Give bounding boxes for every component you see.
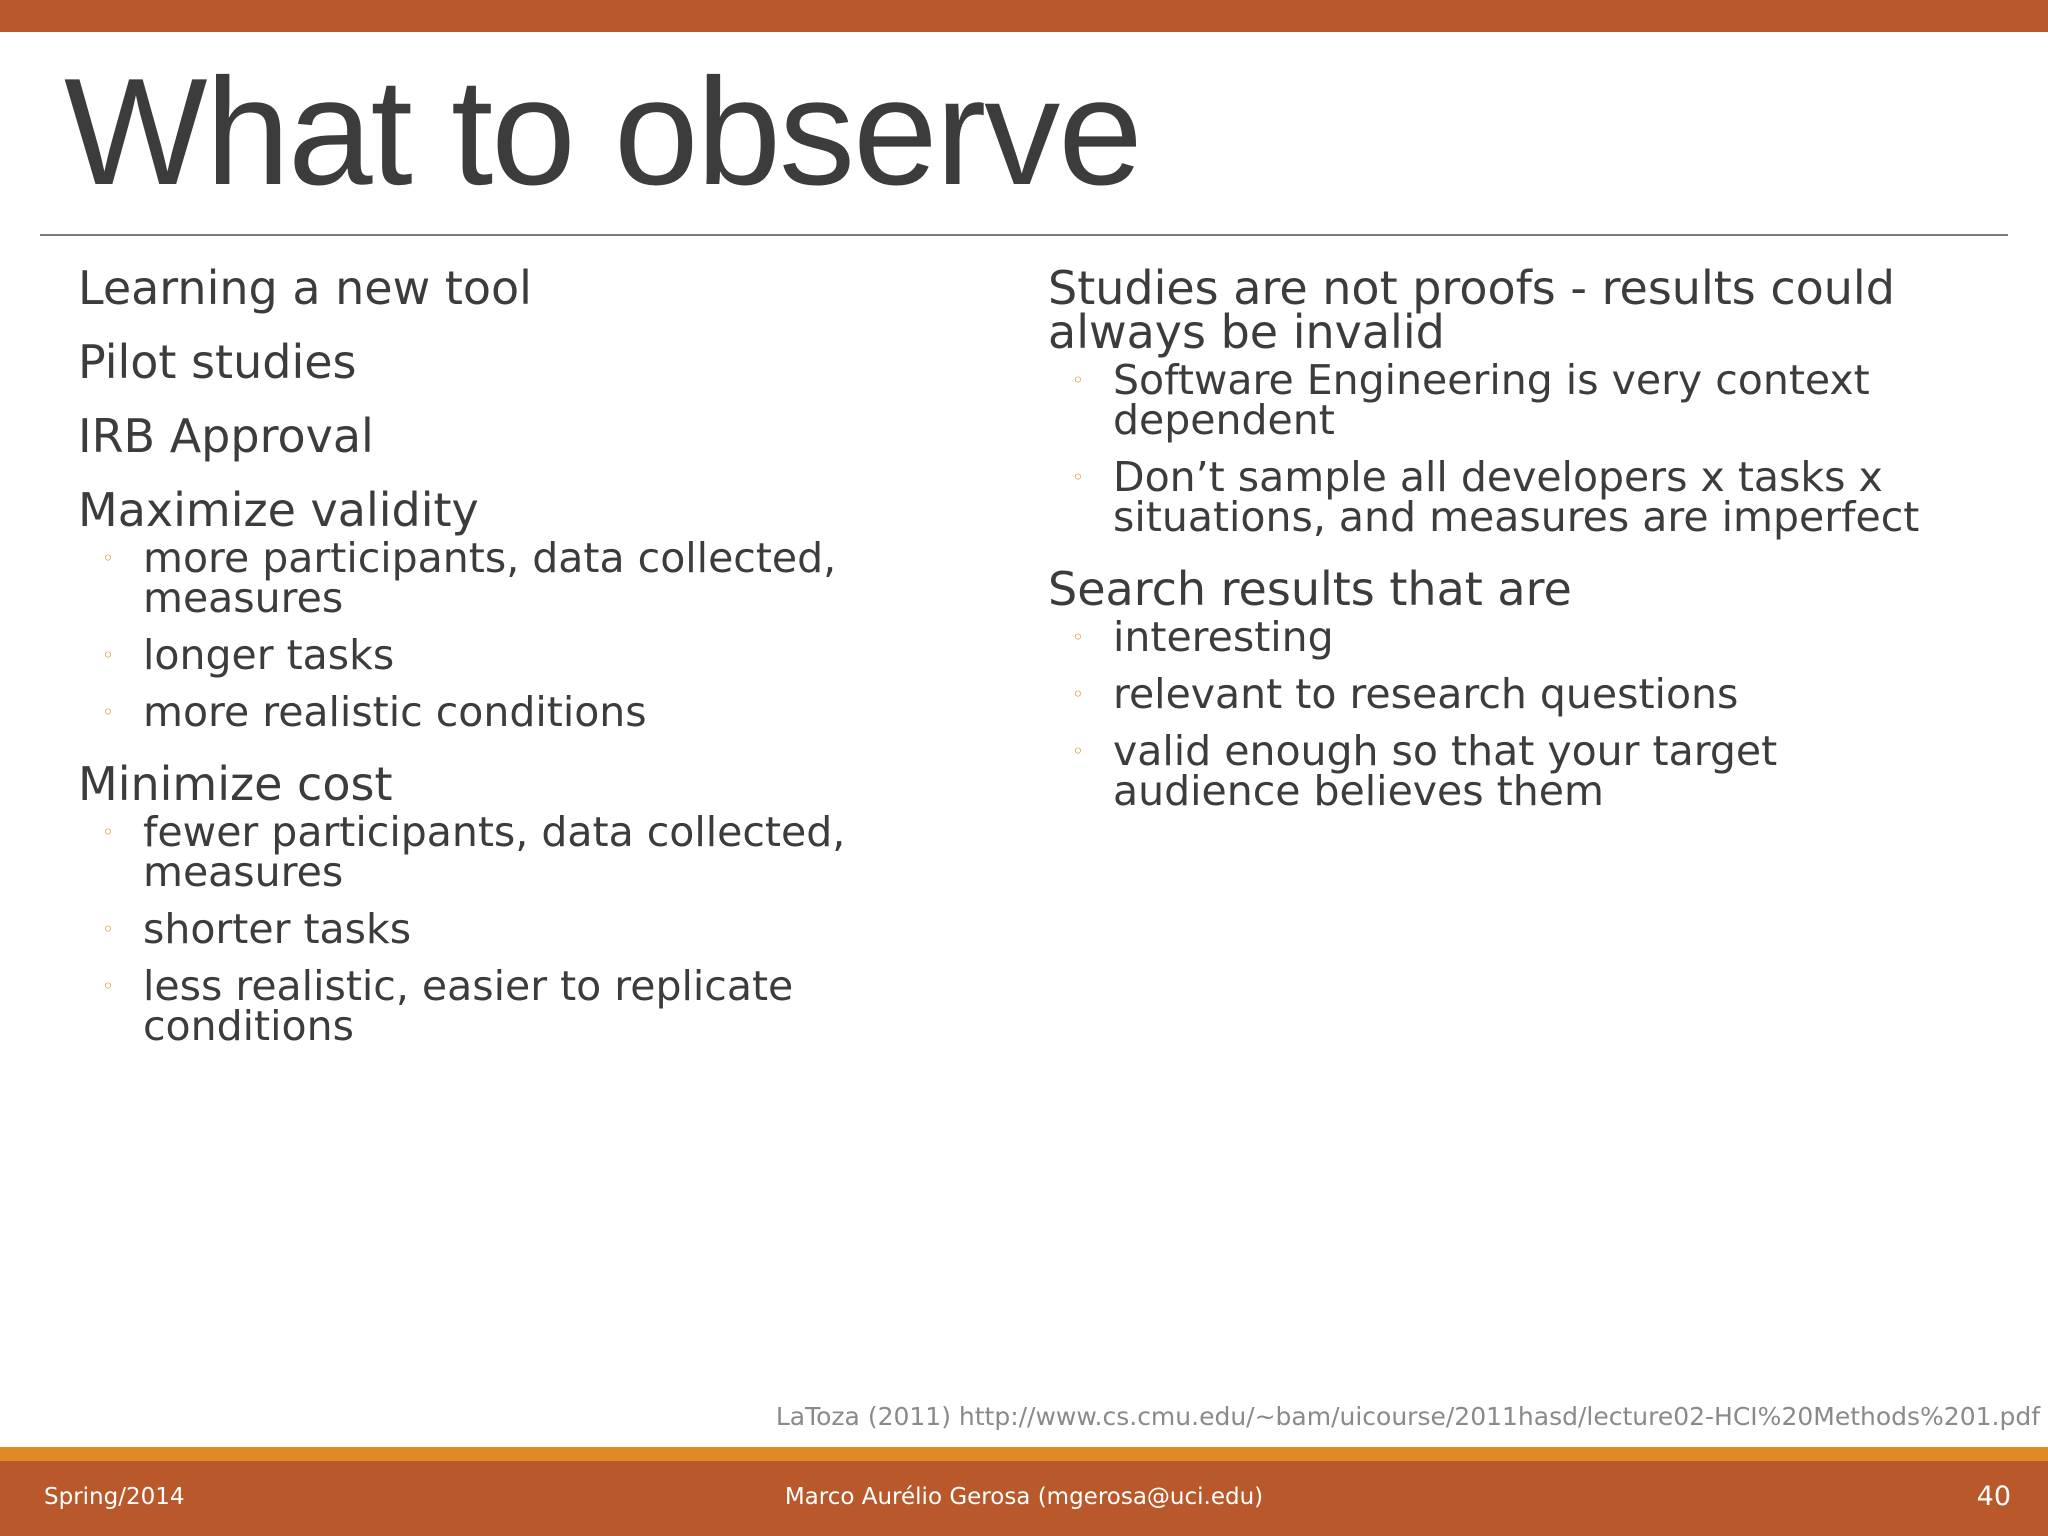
bullet-item bbox=[78, 757, 978, 1050]
footer-term: Spring/2014 bbox=[44, 1484, 185, 1510]
sub-bullet-text: relevant to research questions bbox=[1113, 670, 1739, 718]
circle-bullet-icon: ◦ bbox=[102, 700, 114, 724]
bullet-text: Learning a new tool bbox=[78, 261, 532, 315]
sub-bullet-item bbox=[78, 688, 978, 736]
sub-bullet-text: more participants, data collected, measures bbox=[143, 534, 837, 622]
circle-bullet-icon: ◦ bbox=[102, 917, 114, 941]
footer-author: Marco Aurélio Gerosa (mgerosa@uci.edu) bbox=[784, 1484, 1264, 1510]
sub-bullet-list bbox=[78, 808, 978, 1050]
sub-bullet-item bbox=[1048, 453, 1968, 541]
sub-bullet-item bbox=[1048, 613, 1968, 661]
circle-bullet-icon: ◦ bbox=[1072, 465, 1084, 489]
circle-bullet-icon: ◦ bbox=[1072, 368, 1084, 392]
footer-accent-line bbox=[0, 1447, 2048, 1461]
bullet-text: IRB Approval bbox=[78, 409, 374, 463]
circle-bullet-icon: ◦ bbox=[1072, 739, 1084, 763]
sub-bullet-list bbox=[78, 534, 978, 736]
circle-bullet-icon: ◦ bbox=[102, 643, 114, 667]
sub-bullet-item bbox=[78, 534, 978, 622]
right-column bbox=[1048, 261, 1968, 841]
left-column bbox=[78, 261, 978, 1076]
title-divider bbox=[40, 234, 2008, 236]
circle-bullet-icon: ◦ bbox=[1072, 682, 1084, 706]
sub-bullet-text: valid enough so that your target audience believes them bbox=[1113, 727, 1778, 815]
bullet-text: Studies are not proofs - results could always be invalid bbox=[1048, 261, 1895, 359]
sub-bullet-item bbox=[78, 905, 978, 953]
sub-bullet-text: shorter tasks bbox=[143, 905, 412, 953]
circle-bullet-icon: ◦ bbox=[102, 820, 114, 844]
bullet-text: Minimize cost bbox=[78, 757, 393, 811]
bullet-item bbox=[1048, 261, 1968, 541]
bullet-text: Search results that are bbox=[1048, 562, 1572, 616]
bullet-text: Pilot studies bbox=[78, 335, 357, 389]
bullet-item bbox=[78, 409, 978, 463]
bullet-item bbox=[78, 483, 978, 736]
sub-bullet-text: Don’t sample all developers x tasks x situations, and measures are imperfect bbox=[1113, 453, 1920, 541]
circle-bullet-icon: ◦ bbox=[1072, 625, 1084, 649]
sub-bullet-text: longer tasks bbox=[143, 631, 395, 679]
sub-bullet-text: Software Engineering is very context dependent bbox=[1113, 356, 1870, 444]
bullet-item bbox=[78, 335, 978, 389]
top-accent-bar bbox=[0, 0, 2048, 32]
sub-bullet-text: interesting bbox=[1113, 613, 1334, 661]
sub-bullet-list bbox=[1048, 356, 1968, 541]
sub-bullet-item bbox=[78, 962, 978, 1050]
circle-bullet-icon: ◦ bbox=[102, 546, 114, 570]
sub-bullet-item bbox=[78, 808, 978, 896]
sub-bullet-item bbox=[1048, 356, 1968, 444]
citation: LaToza (2011) http://www.cs.cmu.edu/~bam/uicourse/2011hasd/lecture02-HCI%20Methods%201.pdf bbox=[775, 1402, 2040, 1431]
sub-bullet-text: more realistic conditions bbox=[143, 688, 647, 736]
sub-bullet-text: fewer participants, data collected, measures bbox=[143, 808, 846, 896]
sub-bullet-item bbox=[1048, 670, 1968, 718]
bullet-item bbox=[78, 261, 978, 315]
circle-bullet-icon: ◦ bbox=[102, 974, 114, 998]
bullet-item bbox=[1048, 562, 1968, 815]
sub-bullet-item bbox=[1048, 727, 1968, 815]
sub-bullet-list bbox=[1048, 613, 1968, 815]
bullet-text: Maximize validity bbox=[78, 483, 479, 537]
page-number: 40 bbox=[1976, 1481, 2011, 1512]
slide-title: What to observe bbox=[64, 47, 1141, 217]
sub-bullet-text: less realistic, easier to replicate conditions bbox=[143, 962, 794, 1050]
sub-bullet-item bbox=[78, 631, 978, 679]
